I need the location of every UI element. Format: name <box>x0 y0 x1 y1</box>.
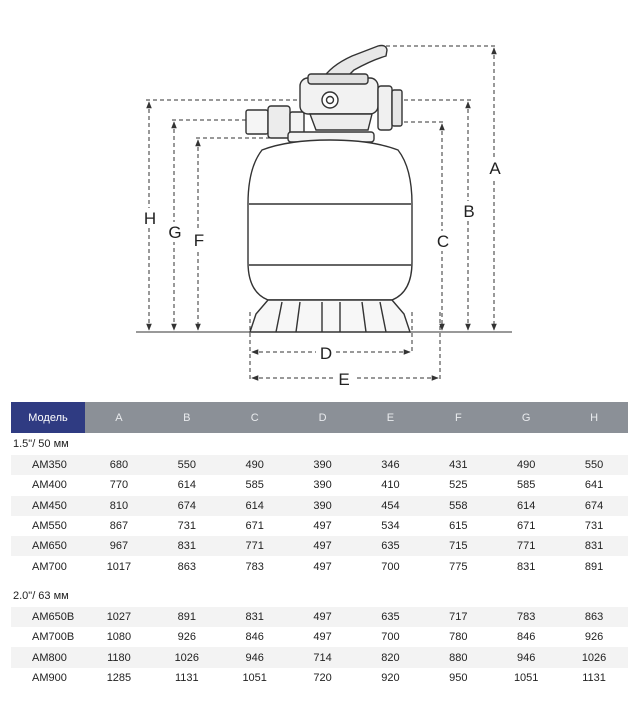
model-cell: AM650B <box>11 607 85 627</box>
dimension-cell: 1131 <box>560 668 628 688</box>
model-cell: AM800 <box>11 647 85 667</box>
label-f: F <box>193 231 205 250</box>
dimension-cell: 967 <box>85 536 153 556</box>
dimension-cell: 771 <box>492 536 560 556</box>
dimension-cell: 891 <box>153 607 221 627</box>
dimension-cell: 946 <box>492 647 560 667</box>
model-cell: AM700B <box>11 627 85 647</box>
table-row <box>11 455 628 475</box>
group-spacer <box>11 577 628 585</box>
dimension-cell: 1051 <box>492 668 560 688</box>
dimension-cell: 846 <box>492 627 560 647</box>
dimension-cell: 615 <box>424 516 492 536</box>
table-body <box>11 433 628 688</box>
dimension-cell: 1285 <box>85 668 153 688</box>
dimension-cell: 846 <box>221 627 289 647</box>
column-header-e: E <box>357 402 425 433</box>
dimension-cell: 346 <box>357 455 425 475</box>
dimension-cell: 920 <box>357 668 425 688</box>
column-header-f: F <box>424 402 492 433</box>
dimension-cell: 783 <box>221 556 289 576</box>
dimension-cell: 674 <box>153 496 221 516</box>
dimension-cell: 680 <box>85 455 153 475</box>
table-header-row <box>11 402 628 433</box>
dimension-cell: 700 <box>357 556 425 576</box>
dimension-cell: 614 <box>153 475 221 495</box>
label-h: H <box>143 209 157 228</box>
model-cell: AM900 <box>11 668 85 688</box>
dimension-cell: 550 <box>153 455 221 475</box>
table-row <box>11 536 628 556</box>
label-b: B <box>463 202 475 221</box>
dimension-cell: 641 <box>560 475 628 495</box>
dimension-cell: 831 <box>492 556 560 576</box>
dimension-cell: 635 <box>357 607 425 627</box>
dimension-cell: 1080 <box>85 627 153 647</box>
dimension-cell: 714 <box>289 647 357 667</box>
dimension-cell: 635 <box>357 536 425 556</box>
column-header-d: D <box>289 402 357 433</box>
label-d: D <box>319 344 333 363</box>
dimension-cell: 534 <box>357 516 425 536</box>
model-cell: AM550 <box>11 516 85 536</box>
table-row <box>11 496 628 516</box>
dimension-cell: 700 <box>357 627 425 647</box>
label-e: E <box>338 370 350 389</box>
dimension-cell: 497 <box>289 627 357 647</box>
dimension-cell: 497 <box>289 516 357 536</box>
dimension-cell: 731 <box>560 516 628 536</box>
label-a: A <box>489 159 501 178</box>
dimension-cell: 671 <box>221 516 289 536</box>
dimension-cell: 926 <box>153 627 221 647</box>
connection-size-label: 1.5"/ 50 мм <box>13 438 69 450</box>
dimension-cell: 671 <box>492 516 560 536</box>
dimension-cell: 720 <box>289 668 357 688</box>
column-header-model: Модель <box>11 402 85 433</box>
dimension-cell: 783 <box>492 607 560 627</box>
dimension-cell: 946 <box>221 647 289 667</box>
connection-size-label: 2.0"/ 63 мм <box>13 589 69 602</box>
dimension-cell: 717 <box>424 607 492 627</box>
table-row <box>11 668 628 688</box>
dimension-cell: 863 <box>153 556 221 576</box>
dimension-cell: 1180 <box>85 647 153 667</box>
dimension-cell: 867 <box>85 516 153 536</box>
group-header-row <box>11 585 628 607</box>
dimensions-table <box>11 402 628 688</box>
dimension-cell: 831 <box>560 536 628 556</box>
dimension-cell: 731 <box>153 516 221 536</box>
dimension-cell: 390 <box>289 496 357 516</box>
table-row <box>11 627 628 647</box>
group-header-row <box>11 433 628 455</box>
label-c: C <box>436 232 450 251</box>
dimension-cell: 1131 <box>153 668 221 688</box>
table-row <box>11 475 628 495</box>
dimension-cell: 614 <box>492 496 560 516</box>
dimension-cell: 497 <box>289 607 357 627</box>
dimension-cell: 780 <box>424 627 492 647</box>
dimension-cell: 1026 <box>560 647 628 667</box>
label-g: G <box>168 223 182 242</box>
dimension-cell: 771 <box>221 536 289 556</box>
dimension-cell: 490 <box>221 455 289 475</box>
dimension-cell: 770 <box>85 475 153 495</box>
dimension-cell: 926 <box>560 627 628 647</box>
dimension-cell: 810 <box>85 496 153 516</box>
dimension-cell: 454 <box>357 496 425 516</box>
dimension-cell: 674 <box>560 496 628 516</box>
dimension-cell: 831 <box>153 536 221 556</box>
dimension-cell: 1017 <box>85 556 153 576</box>
dimension-cell: 950 <box>424 668 492 688</box>
dimension-cell: 410 <box>357 475 425 495</box>
dimension-cell: 1027 <box>85 607 153 627</box>
model-cell: AM700 <box>11 556 85 576</box>
sand-filter-drawing <box>246 46 412 333</box>
dimension-cell: 497 <box>289 556 357 576</box>
column-header-g: G <box>492 402 560 433</box>
column-header-b: B <box>153 402 221 433</box>
dimension-cell: 390 <box>289 455 357 475</box>
table-row <box>11 647 628 667</box>
dimension-cell: 863 <box>560 607 628 627</box>
dimension-cell: 775 <box>424 556 492 576</box>
dimension-cell: 497 <box>289 536 357 556</box>
column-header-h: H <box>560 402 628 433</box>
table-row <box>11 607 628 627</box>
column-header-a: A <box>85 402 153 433</box>
dimension-cell: 431 <box>424 455 492 475</box>
dimension-cell: 1051 <box>221 668 289 688</box>
dimension-cell: 550 <box>560 455 628 475</box>
column-header-c: C <box>221 402 289 433</box>
dimension-cell: 614 <box>221 496 289 516</box>
dimension-cell: 390 <box>289 475 357 495</box>
dimension-cell: 585 <box>221 475 289 495</box>
dimension-cell: 525 <box>424 475 492 495</box>
table-row <box>11 516 628 536</box>
model-cell: AM450 <box>11 496 85 516</box>
dimension-cell: 558 <box>424 496 492 516</box>
dimension-cell: 585 <box>492 475 560 495</box>
dimension-cell: 1026 <box>153 647 221 667</box>
dimension-cell: 880 <box>424 647 492 667</box>
model-cell: AM350 <box>11 455 85 475</box>
dimension-cell: 831 <box>221 607 289 627</box>
dimension-cell: 820 <box>357 647 425 667</box>
dimension-cell: 490 <box>492 455 560 475</box>
dimension-cell: 715 <box>424 536 492 556</box>
model-cell: AM650 <box>11 536 85 556</box>
model-cell: AM400 <box>11 475 85 495</box>
table-row <box>11 556 628 576</box>
dimension-cell: 891 <box>560 556 628 576</box>
